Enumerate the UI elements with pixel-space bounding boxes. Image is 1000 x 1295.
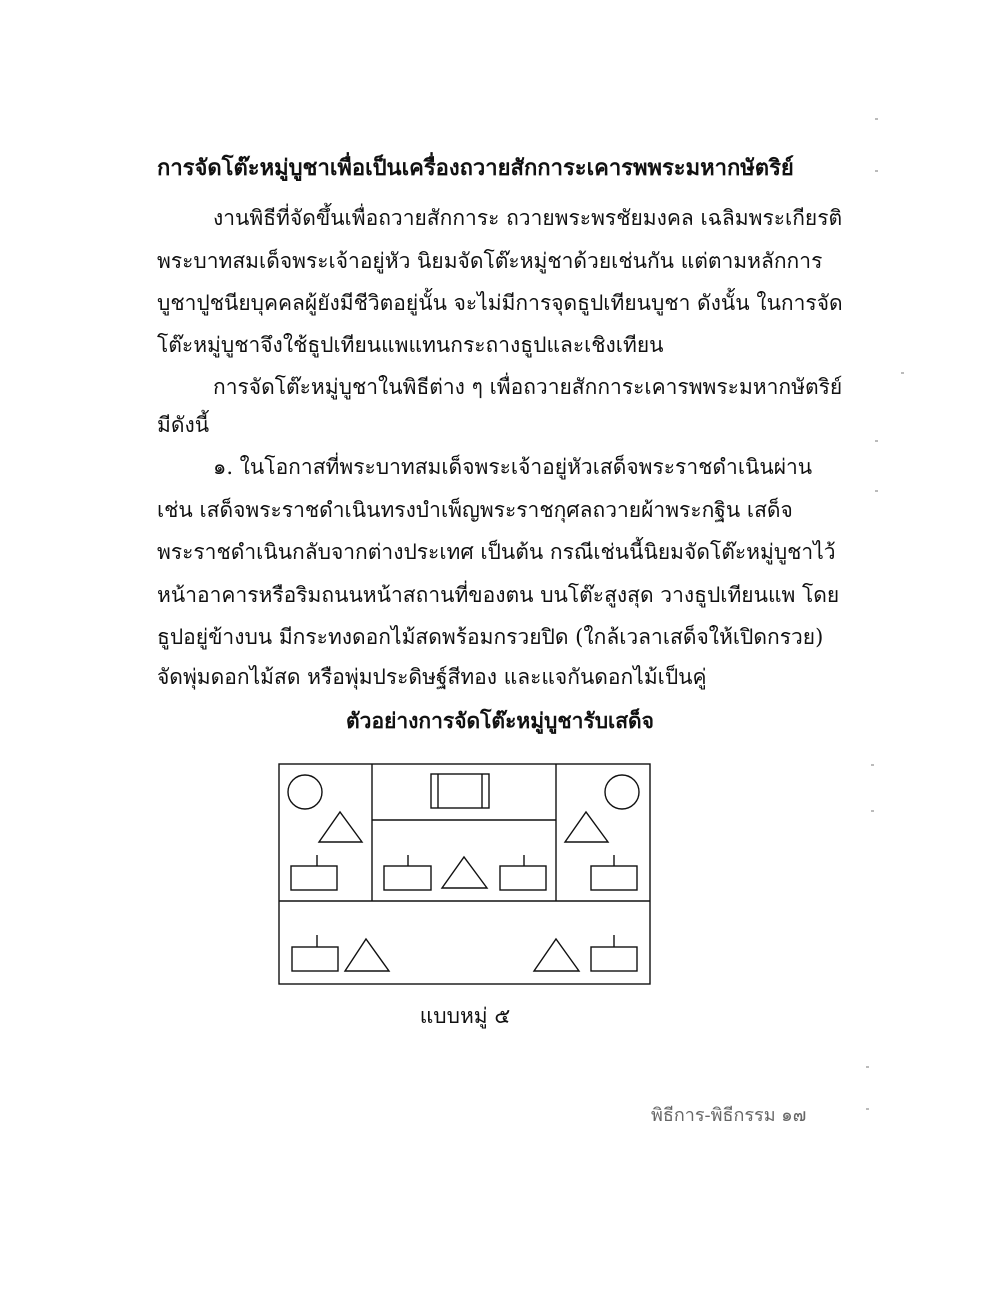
paragraph-3-line-4: หน้าอาคารหรือริมถนนหน้าสถานที่ของตน บนโต๊ะสูงสุด วางธูปเทียนแพ โดย <box>157 583 840 607</box>
scan-speck <box>871 810 874 812</box>
scan-speck <box>875 118 878 120</box>
paragraph-3-line-5: ธูปอยู่ข้างบน มีกระทงดอกไม้สดพร้อมกรวยปิด (ใกล้เวลาเสด็จให้เปิดกรวย) <box>157 625 824 649</box>
flower-cone-center-icon <box>442 857 487 888</box>
paragraph-2-line-2: มีดังนี้ <box>157 413 210 437</box>
page-footer: พิธีการ-พิธีกรรม ๑๗ <box>651 1105 807 1126</box>
flower-cone-left-icon <box>319 812 362 842</box>
paragraph-1-line-3: บูชาปูชนียบุคคลผู้ยังมีชีวิตอยู่นั้น จะไม่มีการจุดธูปเทียนบูชา ดังนั้น ในการจัด <box>157 291 843 315</box>
flower-tray-center-right-icon <box>500 866 546 890</box>
flower-tray-center-left-icon <box>384 866 431 890</box>
paragraph-1-line-4: โต๊ะหมู่บูชาจึงใช้ธูปเทียนแพแทนกระถางธูปและเชิงเทียน <box>157 333 664 357</box>
scan-speck <box>866 1108 869 1110</box>
diagram-outer-frame <box>279 764 650 984</box>
incense-raft-icon <box>431 774 489 808</box>
scan-speck <box>901 372 904 374</box>
flower-tray-right-icon <box>591 866 637 890</box>
altar-table-diagram <box>277 762 653 988</box>
vase-top-left-icon <box>288 775 322 809</box>
flower-cone-right-icon <box>565 812 608 842</box>
diagram-label: แบบหมู่ ๕ <box>419 1004 511 1028</box>
flower-tray-bottom-right-icon <box>591 947 637 971</box>
paragraph-2-line-1: การจัดโต๊ะหมู่บูชาในพิธีต่าง ๆ เพื่อถวายสักการะเคารพพระมหากษัตริย์ <box>213 375 843 399</box>
paragraph-3-line-1: ๑. ในโอกาสที่พระบาทสมเด็จพระเจ้าอยู่หัวเสด็จพระราชดำเนินผ่าน <box>213 455 813 479</box>
scan-speck <box>866 1066 869 1068</box>
flower-cone-bottom-right-icon <box>534 939 579 971</box>
section-heading: การจัดโต๊ะหมู่บูชาเพื่อเป็นเครื่องถวายสักการะเคารพพระมหากษัตริย์ <box>157 155 794 181</box>
flower-tray-left-icon <box>291 866 337 890</box>
paragraph-3-line-6: จัดพุ่มดอกไม้สด หรือพุ่มประดิษฐ์สีทอง และแจกันดอกไม้เป็นคู่ <box>157 665 707 689</box>
vase-top-right-icon <box>605 775 639 809</box>
paragraph-1-line-2: พระบาทสมเด็จพระเจ้าอยู่หัว นิยมจัดโต๊ะหมู่ชาด้วยเช่นกัน แต่ตามหลักการ <box>157 249 823 273</box>
scan-speck <box>875 490 878 492</box>
paragraph-3-line-3: พระราชดำเนินกลับจากต่างประเทศ เป็นต้น กรณีเช่นนี้นิยมจัดโต๊ะหมู่บูชาไว้ <box>157 540 836 564</box>
scan-speck <box>875 170 878 172</box>
scan-speck <box>875 440 878 442</box>
flower-tray-bottom-left-icon <box>292 947 338 971</box>
paragraph-3-line-2: เช่น เสด็จพระราชดำเนินทรงบำเพ็ญพระราชกุศลถวายผ้าพระกฐิน เสด็จ <box>157 498 793 522</box>
paragraph-1-line-1: งานพิธีที่จัดขึ้นเพื่อถวายสักการะ ถวายพระพรชัยมงคล เฉลิมพระเกียรติ <box>213 206 843 230</box>
scan-speck <box>871 764 874 766</box>
flower-cone-bottom-left-icon <box>345 939 389 971</box>
diagram-caption: ตัวอย่างการจัดโต๊ะหมู่บูชารับเสด็จ <box>346 708 654 733</box>
